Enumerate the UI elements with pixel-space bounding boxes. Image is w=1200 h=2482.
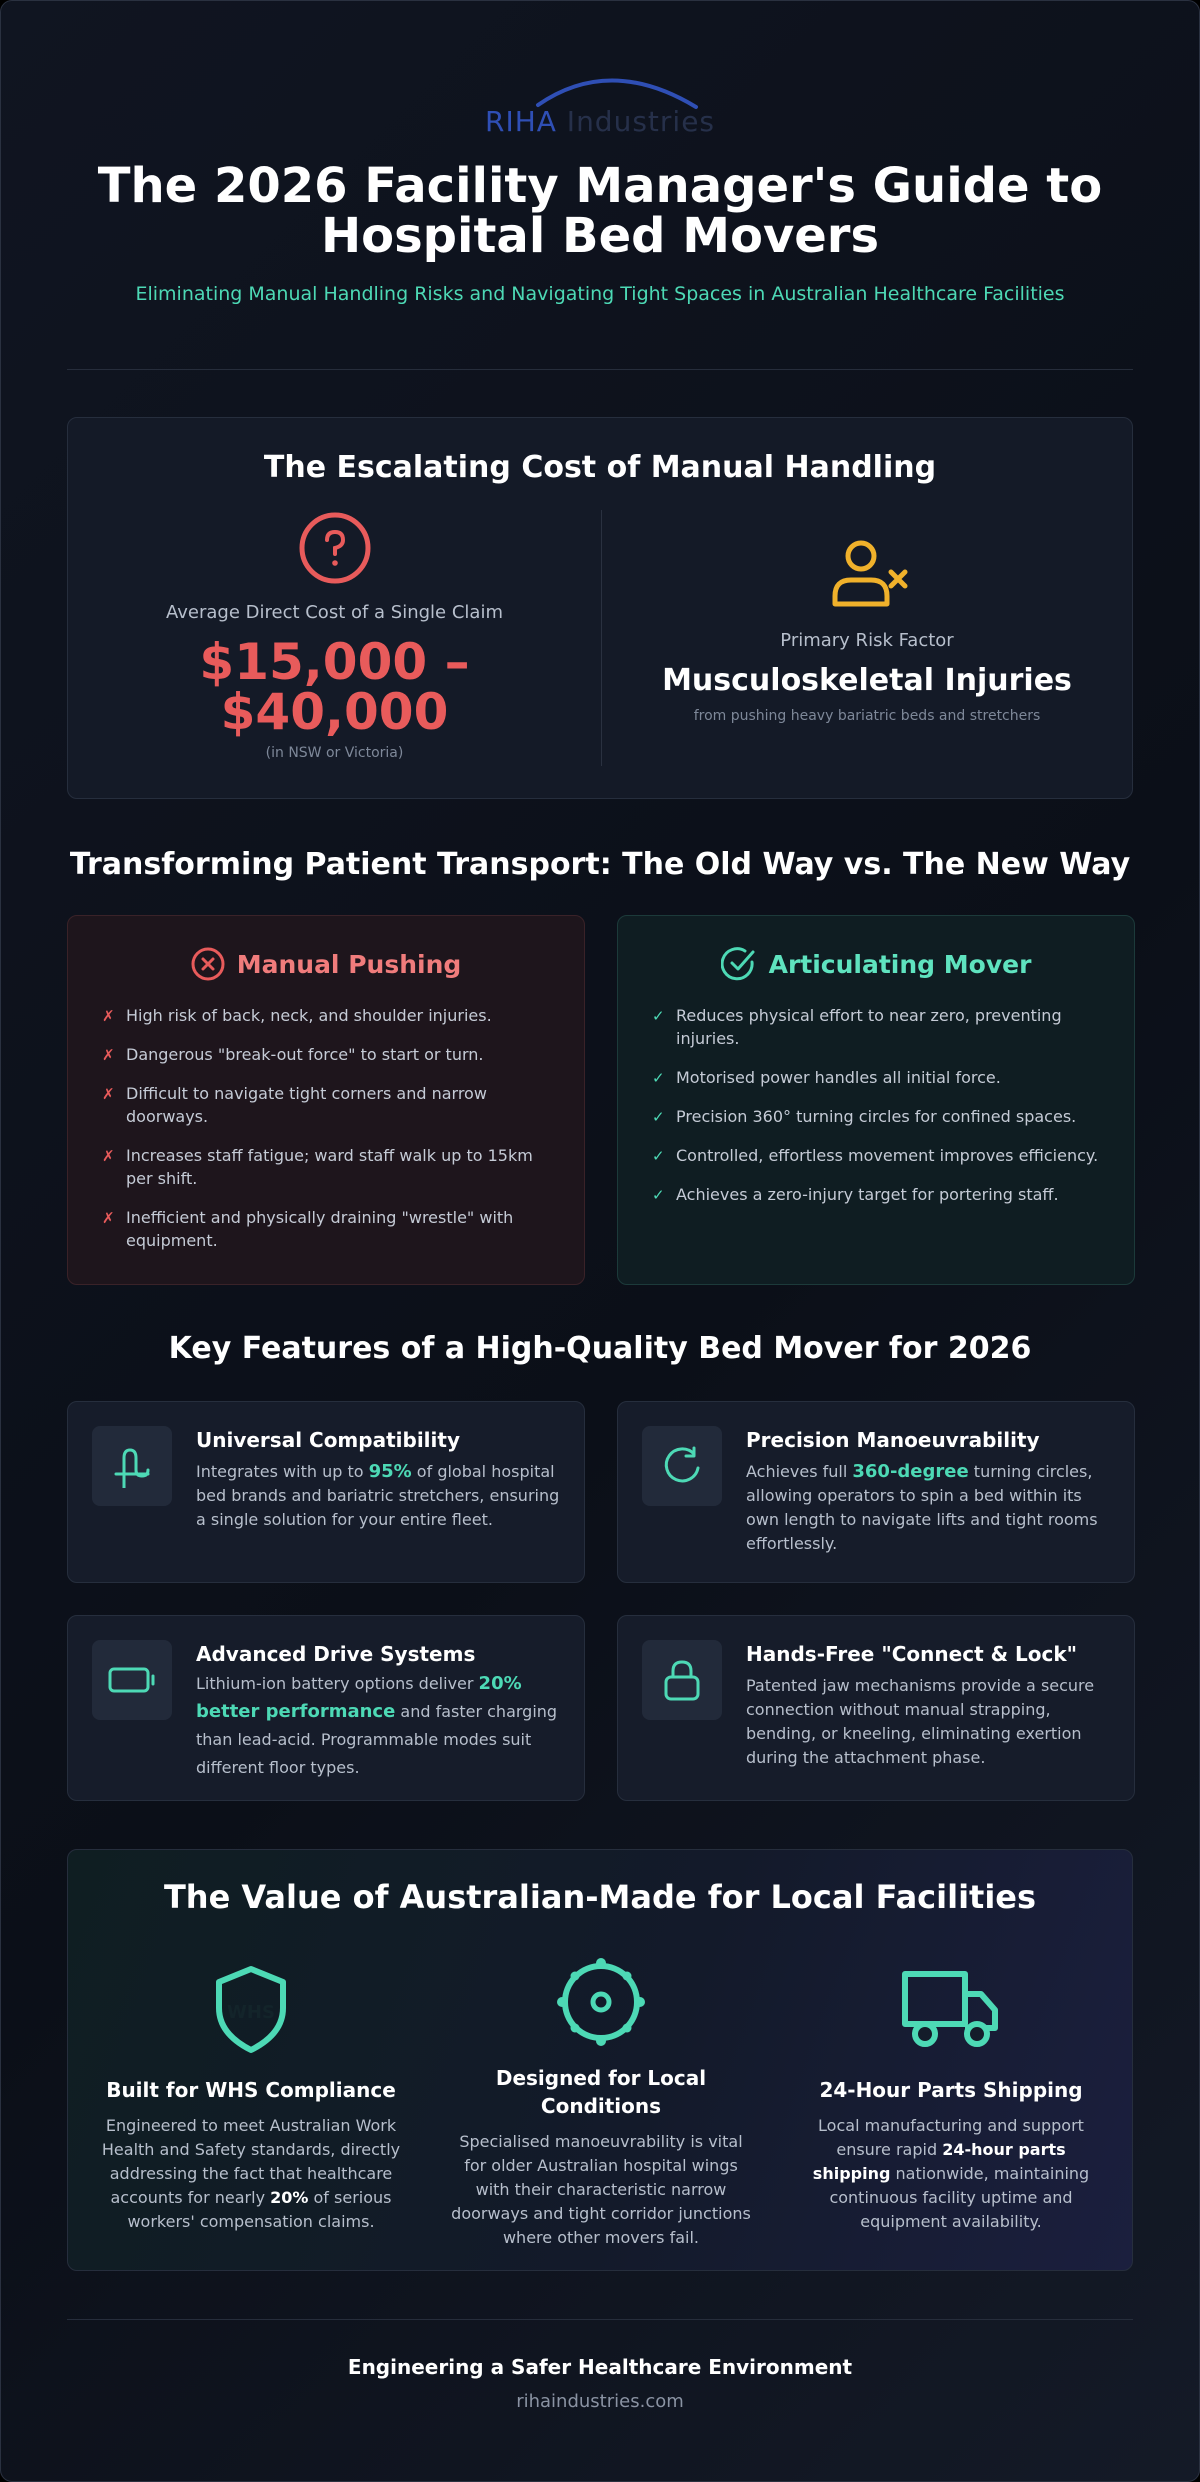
manual-pushing-heading: Manual Pushing <box>68 950 584 981</box>
footer-tagline: Engineering a Safer Healthcare Environment <box>347 2355 853 2379</box>
cost-card <box>67 417 1133 799</box>
benefit-whs-compliance <box>86 1954 416 2234</box>
list-item: ✓ Achieves a zero-injury target for portering staff. <box>652 1183 1104 1206</box>
check-mark-icon: ✓ <box>652 1108 665 1126</box>
user-x-icon <box>825 532 909 616</box>
divider <box>67 369 1133 370</box>
divider <box>67 2319 1133 2320</box>
feature-description: Lithium-ion battery options deliver 20% better performance and faster charging than lead-acid. Programmable modes suit different floor types. <box>196 1673 558 1777</box>
articulating-mover-heading: Articulating Mover <box>618 950 1134 982</box>
list-item: ✓ Reduces physical effort to near zero, preventing injuries. <box>652 1006 1062 1048</box>
risk-factor-stat <box>602 510 1132 724</box>
features-title: Key Features of a High-Quality Bed Mover for 2026 <box>168 1331 1032 1366</box>
list-item: ✗ Inefficient and physically draining "wrestle" with equipment. <box>102 1208 514 1250</box>
benefit-title: Built for WHS Compliance <box>106 2078 396 2102</box>
svg-text:WHS: WHS <box>227 2002 275 2023</box>
australian-made-title: The Value of Australian-Made for Local Facilities <box>163 1878 1037 1916</box>
cross-mark-icon: ✗ <box>102 1046 115 1064</box>
risk-factor-label: Primary Risk Factor <box>780 630 954 651</box>
x-circle-icon <box>191 947 225 981</box>
risk-factor-value: Musculoskeletal Injuries <box>662 663 1072 698</box>
feature-title: Advanced Drive Systems <box>196 1642 476 1666</box>
check-mark-icon: ✓ <box>652 1069 665 1087</box>
compare-title: Transforming Patient Transport: The Old Way vs. The New Way <box>69 847 1131 882</box>
benefit-description: Local manufacturing and support ensure rapid 24-hour parts shipping nationwide, maintaining continuous facility uptime and equipment availability. <box>812 2116 1090 2231</box>
brand-logo <box>67 65 1133 145</box>
lock-icon <box>642 1640 722 1720</box>
claim-cost-note: (in NSW or Victoria) <box>265 745 404 761</box>
feature-title: Precision Manoeuvrability <box>746 1428 1040 1452</box>
cross-mark-icon: ✗ <box>102 1147 115 1165</box>
articulating-mover-card <box>617 915 1135 1285</box>
benefit-title: Designed for Local Conditions <box>495 2066 707 2118</box>
feature-advanced-drive-systems <box>67 1615 585 1801</box>
list-item: ✗ Increases staff fatigue; ward staff walk up to 15km per shift. <box>102 1146 533 1188</box>
benefit-description: Engineered to meet Australian Work Health and Safety standards, directly addressing the fact that healthcare accounts for nearly 20% of serious workers' compensation claims. <box>101 2116 401 2231</box>
feature-precision-manoeuvrability <box>617 1401 1135 1583</box>
list-item: ✗ High risk of back, neck, and shoulder injuries. <box>102 1004 554 1027</box>
list-item: ✗ Difficult to navigate tight corners and narrow doorways. <box>102 1084 487 1126</box>
list-item: ✗ Dangerous "break-out force" to start or turn. <box>102 1043 554 1066</box>
shield-whs-icon <box>86 1954 416 2064</box>
check-mark-icon: ✓ <box>652 1186 665 1204</box>
cost-title: The Escalating Cost of Manual Handling <box>263 450 937 485</box>
articulating-mover-list <box>652 1004 1104 1222</box>
claim-cost-stat <box>68 510 601 761</box>
truck-icon <box>786 1954 1116 2064</box>
check-circle-icon <box>721 946 757 982</box>
feature-universal-compatibility <box>67 1401 585 1583</box>
benefit-local-conditions <box>436 1954 766 2250</box>
page-subtitle: Eliminating Manual Handling Risks and Navigating Tight Spaces in Australian Healthcare Facilities <box>135 283 1065 305</box>
benefit-title: 24-Hour Parts Shipping <box>819 2078 1083 2102</box>
list-item: ✓ Controlled, effortless movement improves efficiency. <box>652 1144 1104 1167</box>
feature-title: Hands-Free "Connect & Lock" <box>746 1642 1078 1666</box>
feature-description: Integrates with up to 95% of global hospital bed brands and bariatric stretchers, ensuring a single solution for your entire fleet. <box>196 1461 560 1529</box>
compass-icon <box>436 1954 766 2050</box>
claim-cost-value-line2: $40,000 <box>220 683 449 741</box>
claim-cost-value-line1: $15,000 – <box>199 633 470 691</box>
benefit-description: Specialised manoeuvrability is vital for older Australian hospital wings with their characteristic narrow doorways and tight corridor junctions where other movers fail. <box>451 2132 751 2247</box>
manual-pushing-card <box>67 915 585 1285</box>
alert-circle-icon <box>297 510 373 586</box>
claim-cost-label: Average Direct Cost of a Single Claim <box>165 602 503 623</box>
cross-mark-icon: ✗ <box>102 1007 115 1025</box>
feature-title: Universal Compatibility <box>196 1428 460 1452</box>
feature-description: Patented jaw mechanisms provide a secure connection without manual strapping, bending, or kneeling, eliminating exertion during the attachment phase. <box>746 1676 1095 1767</box>
check-mark-icon: ✓ <box>652 1007 665 1025</box>
page-title: The 2026 Facility Manager's Guide to Hospital Bed Movers <box>97 158 1103 264</box>
cross-mark-icon: ✗ <box>102 1209 115 1227</box>
check-mark-icon: ✓ <box>652 1147 665 1165</box>
australian-made-card <box>67 1849 1133 2271</box>
risk-factor-note: from pushing heavy bariatric beds and stretchers <box>693 708 1041 724</box>
list-item: ✓ Motorised power handles all initial force. <box>652 1066 1104 1089</box>
logo-wordmark: RIHA Industries <box>484 105 716 138</box>
hook-connector-icon <box>92 1426 172 1506</box>
manual-pushing-list <box>102 1004 554 1268</box>
cross-mark-icon: ✗ <box>102 1085 115 1103</box>
feature-description: Achieves full 360-degree turning circles, allowing operators to spin a bed within its own length to navigate lifts and tight rooms effortlessly. <box>746 1461 1098 1553</box>
feature-connect-and-lock <box>617 1615 1135 1801</box>
list-item: ✓ Precision 360° turning circles for confined spaces. <box>652 1105 1104 1128</box>
rotate-icon <box>642 1426 722 1506</box>
footer-website-link[interactable]: rihaindustries.com <box>516 2391 684 2412</box>
battery-icon <box>92 1640 172 1720</box>
benefit-parts-shipping <box>786 1954 1116 2234</box>
